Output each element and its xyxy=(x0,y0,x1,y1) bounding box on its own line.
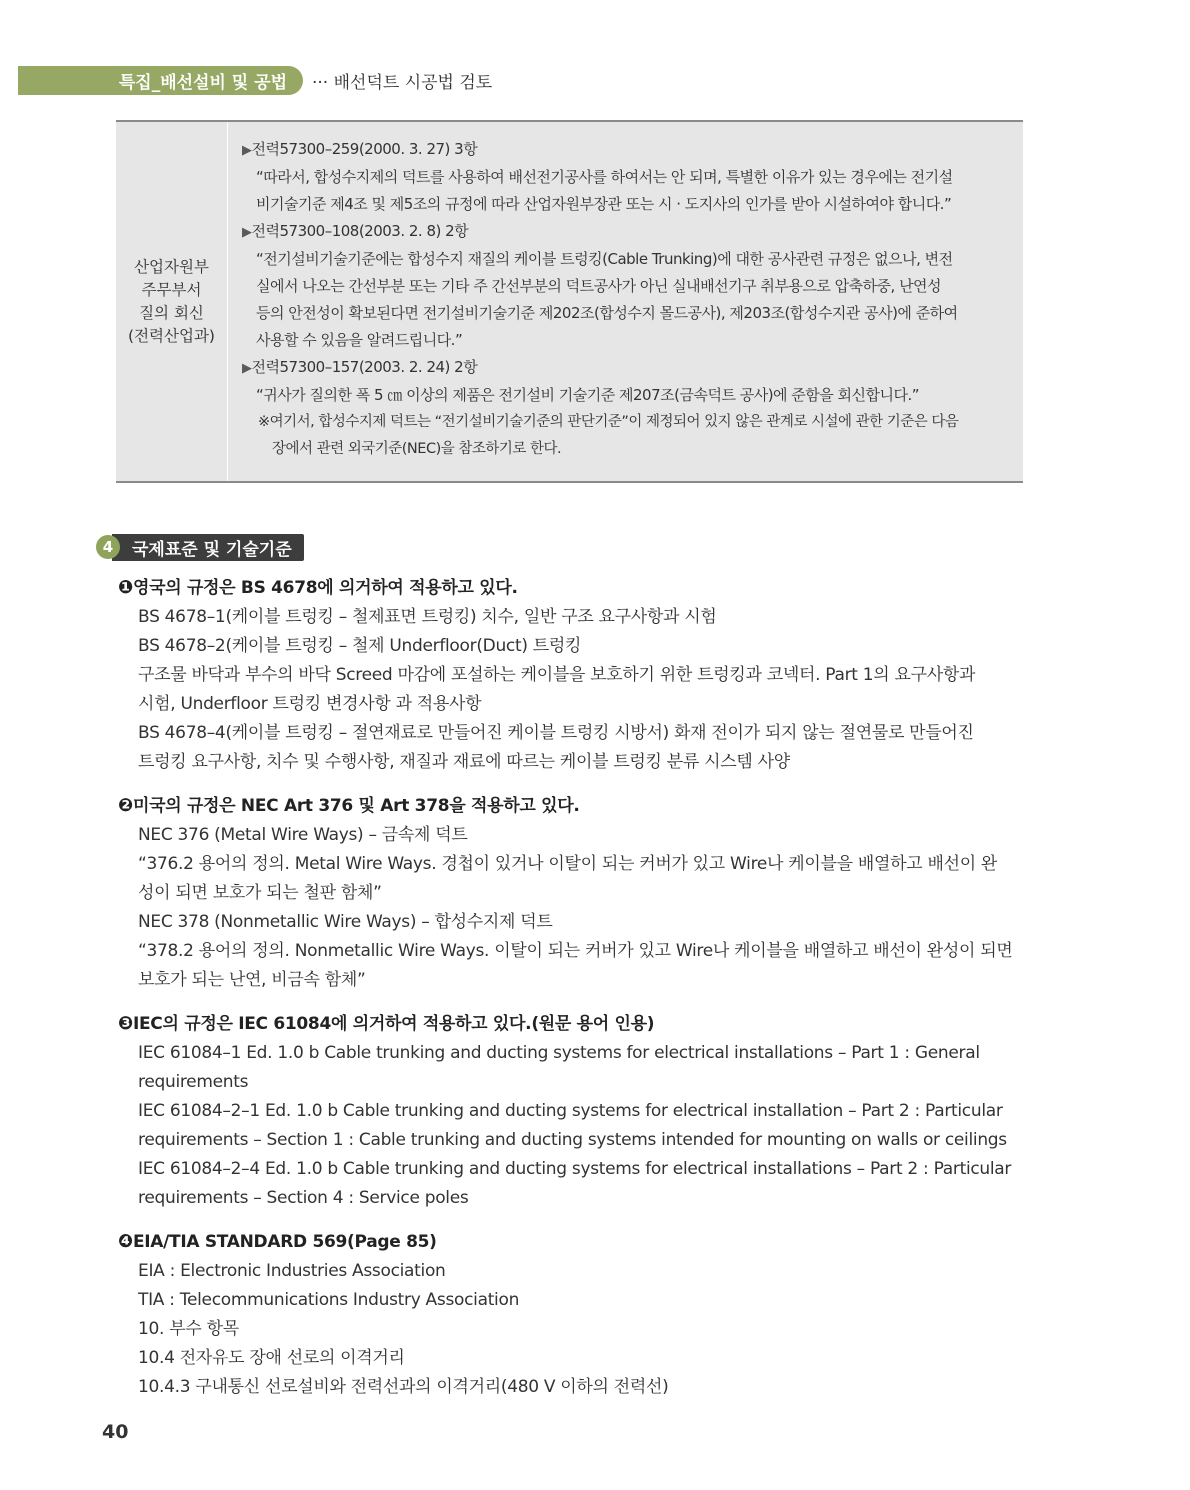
header-subtitle xyxy=(312,68,492,93)
item-line: IEC 61084–2–4 Ed. 1.0 b Cable trunking and ducting systems for electrical installations – Part 2 : Particular xyxy=(138,1159,1012,1179)
notice-table-content-cell xyxy=(242,136,1012,463)
notice-reference xyxy=(242,136,1012,164)
header-section-label: 특집_배선설비 및 공법 xyxy=(18,66,303,95)
item-line: 보호가 되는 난연, 비금속 함체” xyxy=(138,970,366,990)
notice-reference xyxy=(242,354,1012,382)
item-heading xyxy=(118,791,1024,821)
section-number-badge: 4 xyxy=(96,535,120,559)
item-line: IEC 61084–2–1 Ed. 1.0 b Cable trunking and ducting systems for electrical installation – Part 2 : Particular xyxy=(138,1101,1003,1121)
item-line: EIA : Electronic Industries Association xyxy=(138,1261,446,1281)
quote-line: “전기설비기술기준에는 합성수지 재질의 케이블 트렁킹(Cable Trunking)에 대한 공사관련 규정은 없으나, 변전 xyxy=(256,250,953,268)
item-line: “376.2 용어의 정의. Metal Wire Ways. 경첩이 있거나 이탈이 되는 커버가 있고 Wire나 케이블을 배열하고 배선이 완 xyxy=(138,854,998,874)
item-line: NEC 376 (Metal Wire Ways) – 금속제 덕트 xyxy=(138,825,468,845)
item-marker: ❷ xyxy=(118,795,133,816)
quote-line: 비기술기준 제4조 및 제5조의 규정에 따라 산업자원부장관 또는 시 · 도지사의 인가를 받아 시설하여야 합니다.” xyxy=(256,195,952,213)
item-line: requirements – Section 4 : Service poles xyxy=(138,1188,469,1208)
notice-table-label-cell xyxy=(116,122,228,481)
item-marker: ❸ xyxy=(118,1013,133,1034)
item-line: requirements – Section 1 : Cable trunking and ducting systems intended for mounting on walls or ceilings xyxy=(138,1130,1007,1150)
item-heading-text: 미국의 규정은 NEC Art 376 및 Art 378을 적용하고 있다. xyxy=(132,796,580,816)
item-line: BS 4678–4(케이블 트렁킹 – 절연재료로 만들어진 케이블 트렁킹 시방서) 화재 전이가 되지 않는 절연물로 만들어진 xyxy=(138,723,974,743)
item-line: BS 4678–1(케이블 트렁킹 – 철제표면 트렁킹) 치수, 일반 구조 요구사항과 시험 xyxy=(138,607,717,627)
item-line: “378.2 용어의 정의. Nonmetallic Wire Ways. 이탈이 되는 커버가 있고 Wire나 케이블을 배열하고 배선이 완성이 되면 xyxy=(138,941,1013,961)
triangle-bullet-icon: ▶ xyxy=(242,225,252,240)
notice-label-line: 산업자원부 xyxy=(134,257,209,276)
section-heading xyxy=(96,533,304,561)
quote-line: 실에서 나오는 간선부분 또는 기타 주 간선부분의 덕트공사가 아닌 실내배선기구 취부용으로 압축하중, 난연성 xyxy=(256,277,942,295)
item-line: 시험, Underfloor 트렁킹 변경사항 과 적용사항 xyxy=(138,694,482,714)
notice-quote xyxy=(242,164,1012,218)
notice-reference-text: 전력57300–157(2003. 2. 24) 2항 xyxy=(251,358,478,376)
item-heading xyxy=(118,1227,1024,1257)
note-line: 장에서 관련 외국기준(NEC)을 참조하기로 한다. xyxy=(272,441,562,457)
triangle-bullet-icon: ▶ xyxy=(242,143,252,158)
quote-line: “따라서, 합성수지제의 덕트를 사용하여 배선전기공사를 하여서는 안 되며, 특별한 이유가 있는 경우에는 전기설 xyxy=(256,168,953,186)
section-title: 국제표준 및 기술기준 xyxy=(112,534,304,561)
quote-line: “귀사가 질의한 폭 5 ㎝ 이상의 제품은 전기설비 기술기준 제207조(금속덕트 공사)에 준함을 회신합니다.” xyxy=(256,386,920,404)
body-content xyxy=(118,573,1024,1416)
item-line: requirements xyxy=(138,1072,249,1092)
header-subtitle-text: 배선덕트 시공법 검토 xyxy=(333,73,493,93)
item-line: IEC 61084–1 Ed. 1.0 b Cable trunking and ducting systems for electrical installations – Part 1 : General xyxy=(138,1043,980,1063)
standard-item-iec xyxy=(118,1009,1024,1213)
item-heading xyxy=(118,573,1024,603)
notice-table xyxy=(116,120,1023,483)
item-marker: ❹ xyxy=(118,1231,133,1252)
item-line: 구조물 바닥과 부수의 바닥 Screed 마감에 포설하는 케이블을 보호하기 위한 트렁킹과 코넥터. Part 1의 요구사항과 xyxy=(138,665,976,685)
note-line: ※여기서, 합성수지제 덕트는 “전기설비기술기준의 판단기준”이 제정되어 있지 않은 관계로 시설에 관한 기준은 다음 xyxy=(258,414,959,430)
item-line: 성이 되면 보호가 되는 철판 함체” xyxy=(138,883,382,903)
notice-reference-text: 전력57300–259(2000. 3. 27) 3항 xyxy=(251,140,478,158)
item-line: 트렁킹 요구사항, 치수 및 수행사항, 재질과 재료에 따르는 케이블 트렁킹 분류 시스템 사양 xyxy=(138,752,790,772)
item-heading-text: IEC의 규정은 IEC 61084에 의거하여 적용하고 있다.(원문 용어 인용) xyxy=(132,1014,655,1034)
triangle-bullet-icon: ▶ xyxy=(242,361,252,376)
notice-label-line: 주무부서 xyxy=(141,280,202,299)
item-heading-text: EIA/TIA STANDARD 569(Page 85) xyxy=(132,1232,437,1252)
standard-item-uk xyxy=(118,573,1024,777)
item-heading-text: 영국의 규정은 BS 4678에 의거하여 적용하고 있다. xyxy=(132,578,518,598)
quote-line: 사용할 수 있음을 알려드립니다.” xyxy=(256,331,463,349)
notice-reference-text: 전력57300–108(2003. 2. 8) 2항 xyxy=(251,222,469,240)
notice-note xyxy=(242,409,1012,463)
standard-item-eia-tia xyxy=(118,1227,1024,1402)
page-number: 40 xyxy=(102,1421,129,1443)
item-line: BS 4678–2(케이블 트렁킹 – 철제 Underfloor(Duct) 트렁킹 xyxy=(138,636,582,656)
notice-label-line: 질의 회신 xyxy=(139,303,204,322)
item-line: NEC 378 (Nonmetallic Wire Ways) – 합성수지제 덕트 xyxy=(138,912,553,932)
notice-label-line: (전력산업과) xyxy=(128,326,215,345)
item-heading xyxy=(118,1009,1024,1039)
item-line: 10.4.3 구내통신 선로설비와 전력선과의 이격거리(480 V 이하의 전력선) xyxy=(138,1377,669,1397)
notice-quote xyxy=(242,246,1012,354)
item-line: TIA : Telecommunications Industry Association xyxy=(138,1290,520,1310)
quote-line: 등의 안전성이 확보된다면 전기설비기술기준 제202조(합성수지 몰드공사), 제203조(합성수지관 공사)에 준하여 xyxy=(256,304,958,322)
notice-quote xyxy=(242,382,1012,409)
item-line: 10. 부수 항목 xyxy=(138,1319,239,1339)
header-separator: ··· xyxy=(312,73,329,93)
item-line: 10.4 전자유도 장애 선로의 이격거리 xyxy=(138,1348,405,1368)
item-marker: ❶ xyxy=(118,577,133,598)
standard-item-us xyxy=(118,791,1024,995)
notice-reference xyxy=(242,218,1012,246)
